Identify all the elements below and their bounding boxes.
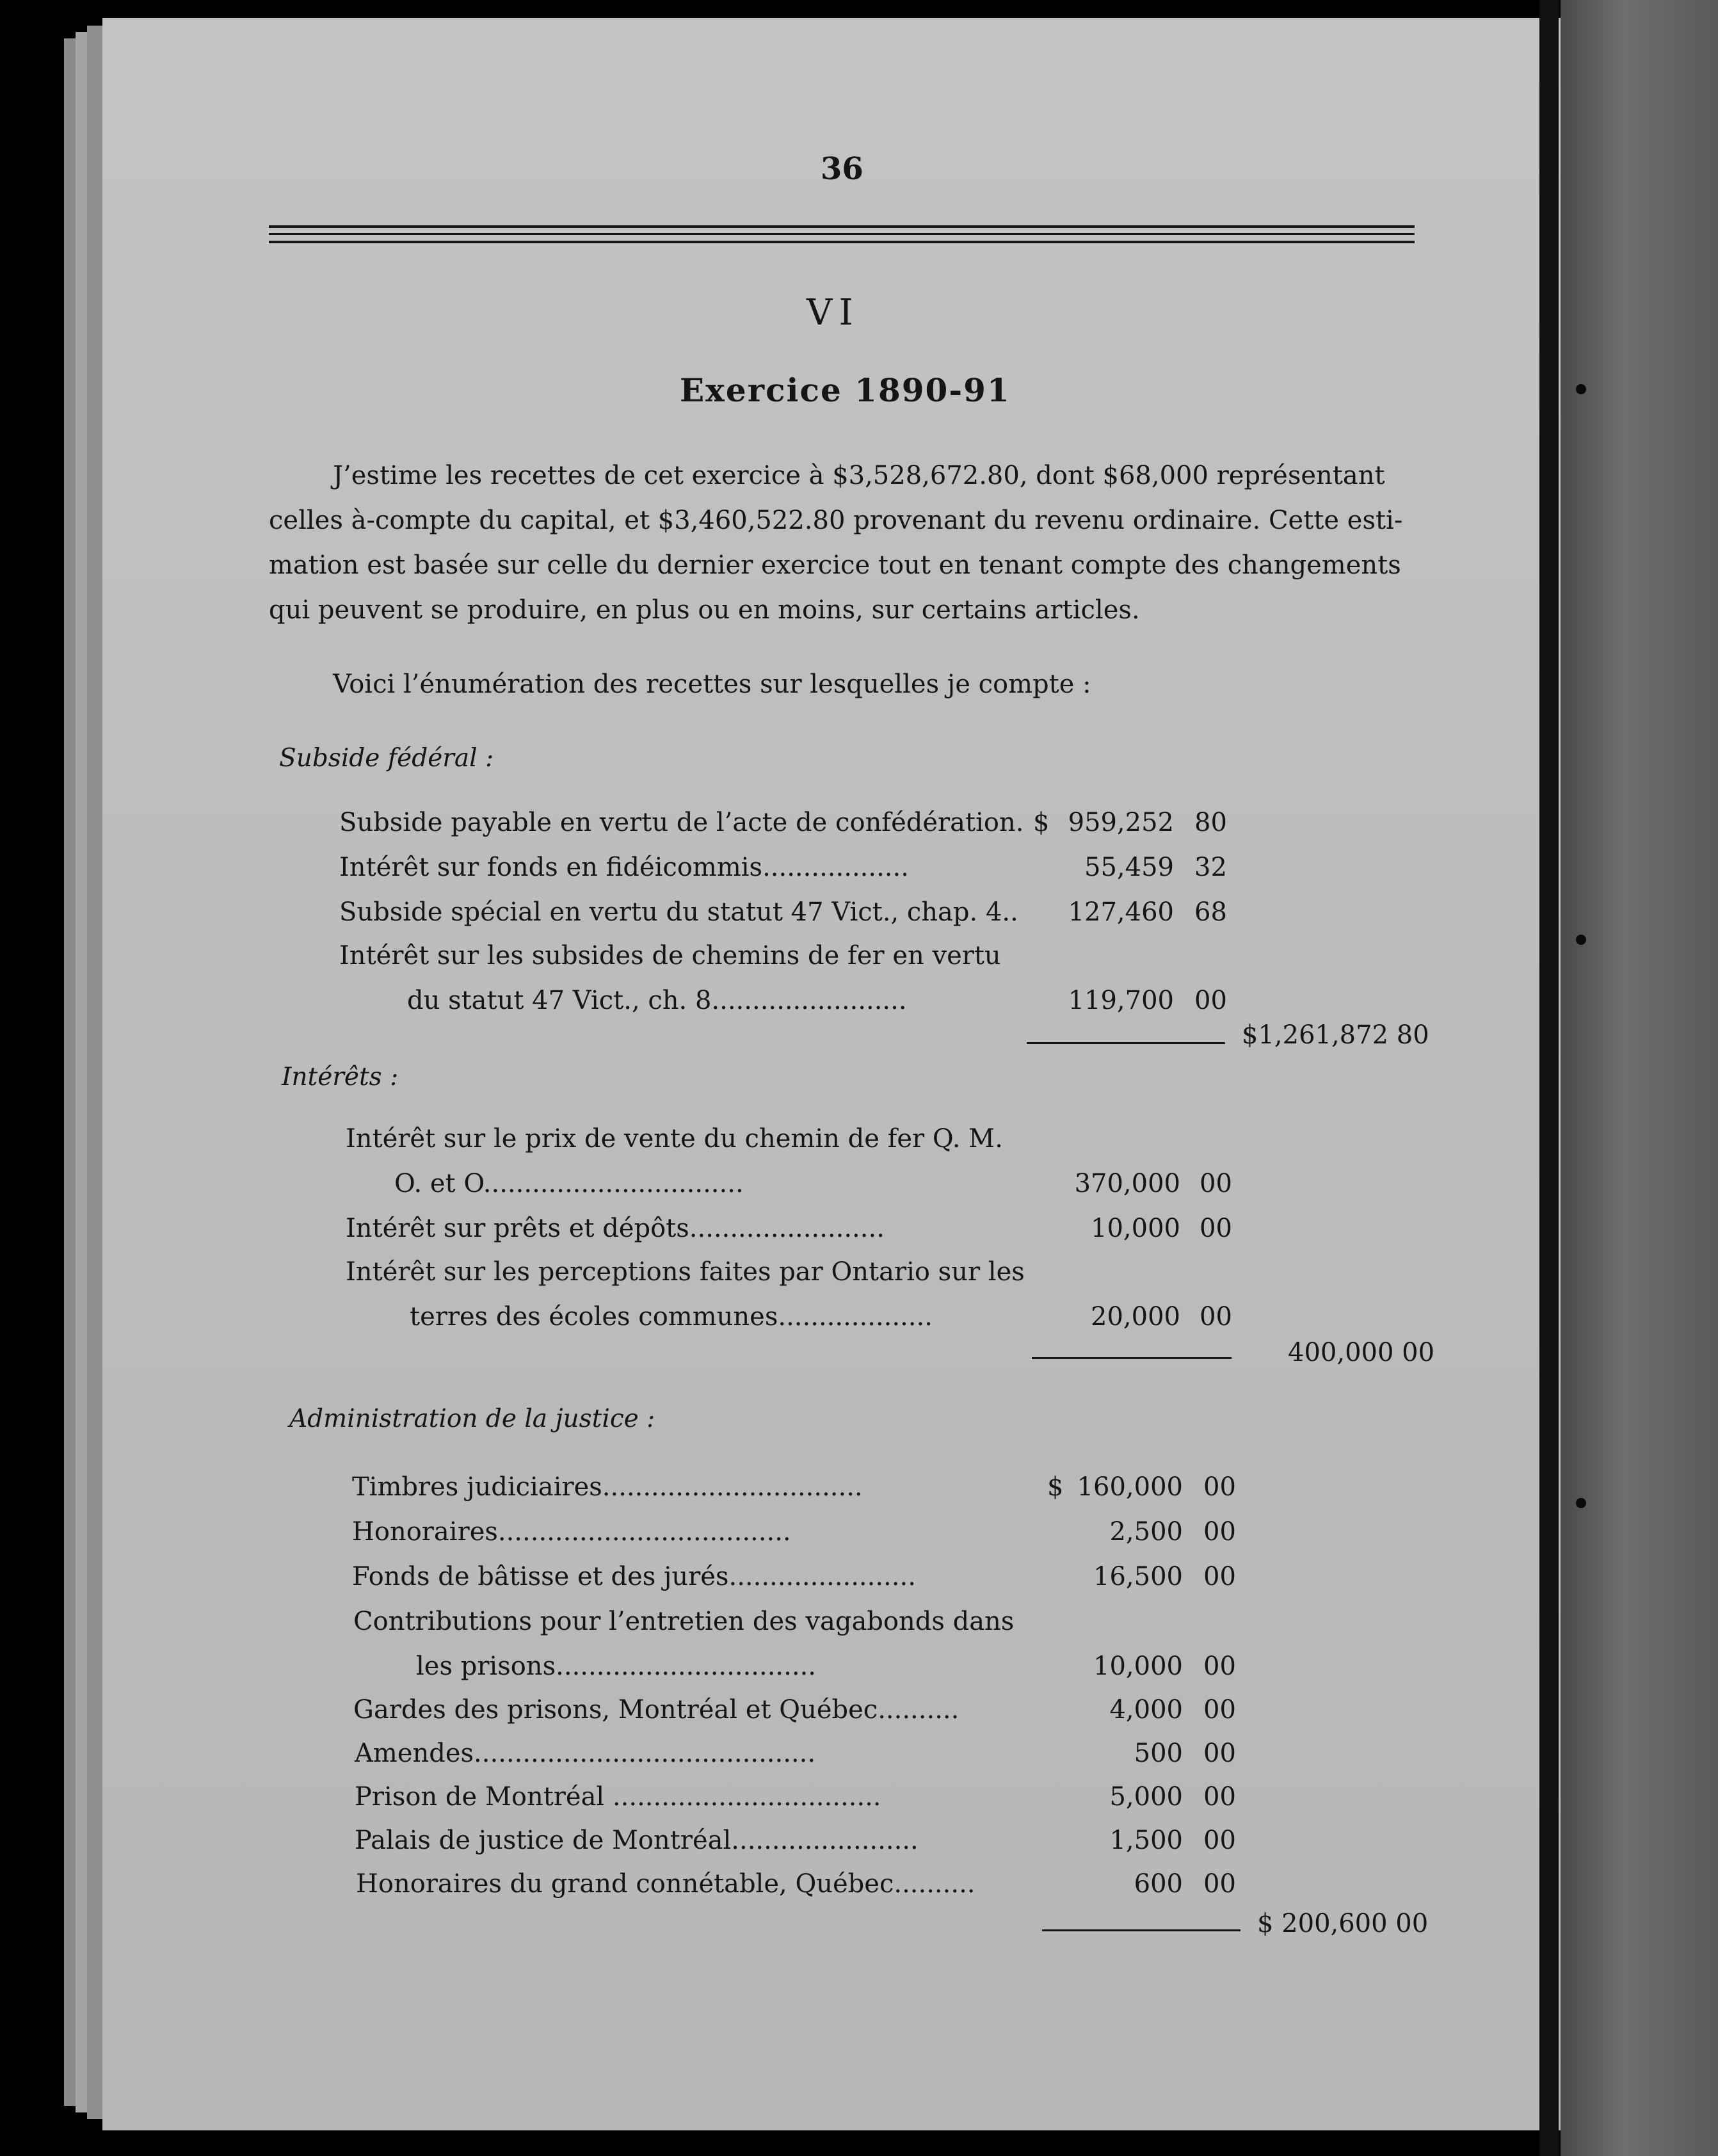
section-total: $ 200,600 00 <box>1257 1909 1429 1938</box>
cents: 32 <box>1194 853 1227 882</box>
paragraph-line: J’estime les recettes de cet exercice à $3,528,672.80, dont $68,000 représentant <box>333 461 1385 490</box>
amount: 500 <box>1134 1739 1183 1768</box>
cents: 00 <box>1194 986 1227 1015</box>
cents: 00 <box>1200 1214 1232 1243</box>
section-title: Exercice 1890-91 <box>680 371 1011 409</box>
line-item-label: Intérêt sur fonds en fidéicommis.................. <box>339 853 909 882</box>
amount: 5,000 <box>1109 1782 1183 1812</box>
dollar-sign: $ <box>1047 1472 1064 1502</box>
facing-page-edge <box>1561 0 1718 2156</box>
amount: 119,700 <box>1068 986 1174 1015</box>
chapter-number: VI <box>807 292 860 334</box>
line-item-label: terres des écoles communes................... <box>410 1302 933 1331</box>
cents: 00 <box>1203 1652 1236 1681</box>
amount: 4,000 <box>1109 1695 1183 1725</box>
amount: 160,000 <box>1077 1472 1183 1502</box>
paragraph-line: mation est basée sur celle du dernier exercice tout en tenant compte des changements <box>269 551 1401 580</box>
cents: 00 <box>1203 1869 1236 1899</box>
section-total: 400,000 00 <box>1288 1338 1435 1367</box>
cents: 00 <box>1200 1302 1232 1331</box>
amount: 370,000 <box>1074 1169 1180 1198</box>
line-item-label: Intérêt sur les perceptions faites par Ontario sur les <box>346 1257 1025 1287</box>
amount: 127,460 <box>1068 897 1174 927</box>
cents: 80 <box>1194 808 1227 837</box>
line-item-label: Gardes des prisons, Montréal et Québec.......... <box>353 1695 959 1725</box>
subtotal-rule <box>1042 1929 1240 1931</box>
binding-hole <box>1576 1498 1586 1508</box>
amount: 55,459 <box>1084 853 1174 882</box>
line-item-label: Intérêt sur prêts et dépôts........................ <box>346 1214 885 1243</box>
subtotal-rule <box>1032 1357 1232 1359</box>
line-item-label: Intérêt sur le prix de vente du chemin de fer Q. M. <box>346 1124 1003 1154</box>
cents: 00 <box>1203 1517 1236 1547</box>
subtotal-rule <box>1027 1042 1225 1044</box>
paragraph-line: celles à-compte du capital, et $3,460,522.80 provenant du revenu ordinaire. Cette esti- <box>269 506 1403 535</box>
cents: 00 <box>1203 1562 1236 1591</box>
cents: 00 <box>1200 1169 1232 1198</box>
line-item-label: Subside payable en vertu de l’acte de confédération. <box>339 808 1024 837</box>
binding-gutter <box>1539 0 1559 2156</box>
amount: 959,252 <box>1068 808 1174 837</box>
amount: 10,000 <box>1093 1652 1183 1681</box>
line-item-label: Honoraires du grand connétable, Québec.......... <box>356 1869 975 1899</box>
section-heading: Subside fédéral : <box>279 744 494 773</box>
line-item-label: Contributions pour l’entretien des vagabonds dans <box>353 1607 1015 1636</box>
amount: 2,500 <box>1109 1517 1183 1547</box>
line-item-label: Prison de Montréal ................................. <box>355 1782 881 1812</box>
amount: 16,500 <box>1093 1562 1183 1591</box>
line-item-label: Palais de justice de Montréal....................... <box>355 1826 919 1855</box>
amount: 600 <box>1134 1869 1183 1899</box>
binding-hole <box>1576 384 1586 394</box>
header-rule <box>269 241 1415 243</box>
line-item-label: O. et O................................ <box>394 1169 744 1198</box>
amount: 20,000 <box>1091 1302 1180 1331</box>
amount: 10,000 <box>1091 1214 1180 1243</box>
line-item-label: Timbres judiciaires................................ <box>352 1472 863 1502</box>
section-total: $1,261,872 80 <box>1242 1020 1429 1050</box>
amount: 1,500 <box>1109 1826 1183 1855</box>
cents: 00 <box>1203 1695 1236 1725</box>
intro-line: Voici l’énumération des recettes sur lesquelles je compte : <box>333 670 1091 699</box>
cents: 00 <box>1203 1782 1236 1812</box>
cents: 00 <box>1203 1826 1236 1855</box>
cents: 68 <box>1194 897 1227 927</box>
binding-hole <box>1576 935 1586 945</box>
line-item-label: Subside spécial en vertu du statut 47 Vict., chap. 4.. <box>339 897 1018 927</box>
line-item-label: Intérêt sur les subsides de chemins de fer en vertu <box>339 941 1001 970</box>
line-item-label: les prisons................................ <box>416 1652 816 1681</box>
paragraph-line: qui peuvent se produire, en plus ou en moins, sur certains articles. <box>269 595 1140 625</box>
cents: 00 <box>1203 1472 1236 1502</box>
dollar-sign: $ <box>1033 808 1050 837</box>
header-rule <box>269 233 1415 235</box>
line-item-label: du statut 47 Vict., ch. 8........................ <box>407 986 907 1015</box>
cents: 00 <box>1203 1739 1236 1768</box>
page-number: 36 <box>821 151 863 187</box>
section-heading: Intérêts : <box>282 1063 399 1091</box>
line-item-label: Fonds de bâtisse et des jurés....................... <box>352 1562 916 1591</box>
header-rule <box>269 225 1415 228</box>
line-item-label: Amendes.......................................... <box>355 1739 816 1768</box>
line-item-label: Honoraires.................................... <box>352 1517 791 1547</box>
section-heading: Administration de la justice : <box>289 1404 655 1433</box>
